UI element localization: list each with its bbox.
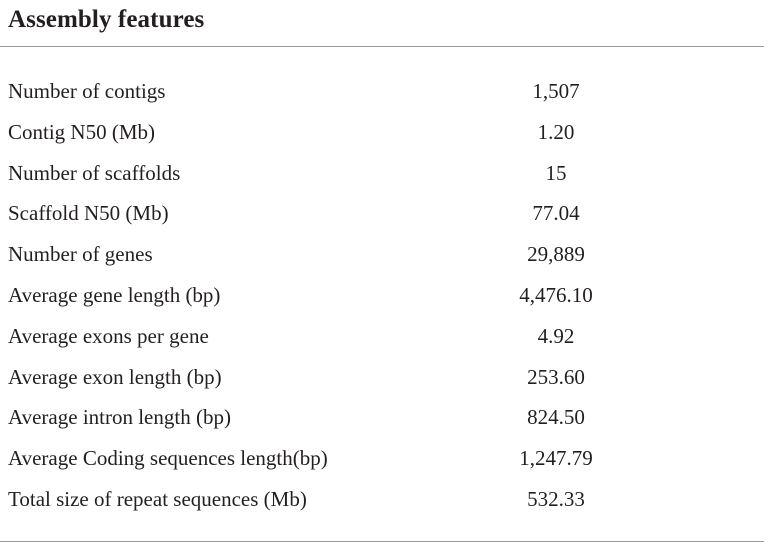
- table-row: [0, 112, 772, 153]
- row-label: Average gene length (bp): [8, 282, 221, 307]
- table-row: [0, 479, 772, 520]
- table-row: [0, 234, 772, 275]
- row-value: 77.04: [532, 201, 580, 226]
- row-label: Number of contigs: [8, 79, 166, 103]
- row-value: 4,476.10: [519, 282, 593, 307]
- table-title: Assembly features: [8, 6, 205, 33]
- row-value: 4.92: [537, 323, 575, 348]
- row-label: Average Coding sequences length(bp): [8, 446, 328, 471]
- row-value: 1.20: [537, 119, 575, 144]
- row-label: Total size of repeat sequences (Mb): [8, 486, 307, 511]
- table-row: [0, 357, 772, 398]
- row-value: 1,247.79: [519, 446, 593, 471]
- footer-rule: [0, 541, 764, 542]
- table-body: [0, 71, 772, 520]
- row-value: 824.50: [527, 405, 585, 430]
- row-label: Number of genes: [8, 242, 153, 267]
- table-row: [0, 438, 772, 479]
- row-label: Average exons per gene: [8, 323, 209, 348]
- row-value: 1,507: [532, 79, 580, 103]
- row-label: Average exon length (bp): [8, 364, 222, 389]
- table-row: [0, 193, 772, 234]
- table-row: [0, 316, 772, 357]
- row-label: Average intron length (bp): [8, 405, 231, 430]
- row-value: 15: [545, 160, 567, 185]
- row-label: Number of scaffolds: [8, 160, 181, 185]
- row-label: Contig N50 (Mb): [8, 119, 155, 144]
- row-label: Scaffold N50 (Mb): [8, 201, 169, 226]
- row-value: 532.33: [527, 486, 585, 511]
- row-value: 253.60: [527, 364, 585, 389]
- header-rule: [0, 46, 764, 47]
- table-row: [0, 71, 772, 112]
- table-row: [0, 397, 772, 438]
- table-row: [0, 275, 772, 316]
- row-value: 29,889: [527, 242, 585, 267]
- table-row: [0, 153, 772, 194]
